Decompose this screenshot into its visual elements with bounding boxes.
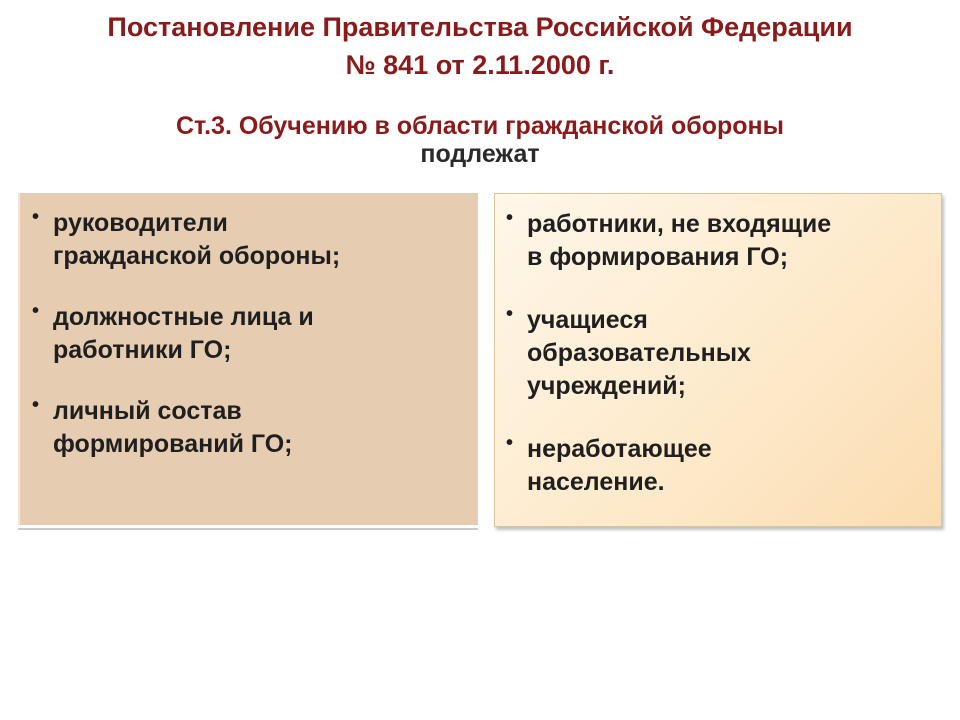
list-item-text: учащиеся образовательных учреждений; — [527, 306, 751, 400]
left-list-box — [18, 193, 478, 525]
slide-subtitle — [0, 112, 960, 168]
right-bullet-list — [506, 208, 926, 529]
right-list-box — [494, 193, 942, 527]
subtitle-line-1: Ст.3. Обучению в области гражданской обороны — [176, 112, 784, 140]
bullet-icon: • — [32, 206, 40, 228]
list-item-text: неработающее население. — [527, 435, 712, 496]
list-item — [506, 433, 926, 499]
title-line-1: Постановление Правительства Российской Федерации — [107, 12, 853, 42]
bullet-icon: • — [32, 394, 40, 416]
list-item-text: личный состав формирований ГО; — [53, 397, 293, 458]
list-item-text: руководители гражданской обороны; — [53, 209, 341, 270]
list-item-text: работники, не входящие в формирования ГО; — [527, 210, 832, 271]
list-item — [32, 395, 462, 461]
bullet-icon: • — [506, 207, 514, 229]
list-item — [506, 304, 926, 403]
subtitle-line-2: подлежат — [420, 140, 540, 168]
list-item — [32, 207, 462, 273]
list-item — [506, 208, 926, 274]
list-item — [32, 301, 462, 367]
left-bullet-list — [32, 207, 462, 489]
title-line-2: № 841 от 2.11.2000 г. — [345, 50, 615, 80]
bullet-icon: • — [506, 303, 514, 325]
bullet-icon: • — [32, 300, 40, 322]
slide-title — [0, 8, 960, 84]
bullet-icon: • — [506, 432, 514, 454]
list-item-text: должностные лица и работники ГО; — [53, 303, 314, 364]
